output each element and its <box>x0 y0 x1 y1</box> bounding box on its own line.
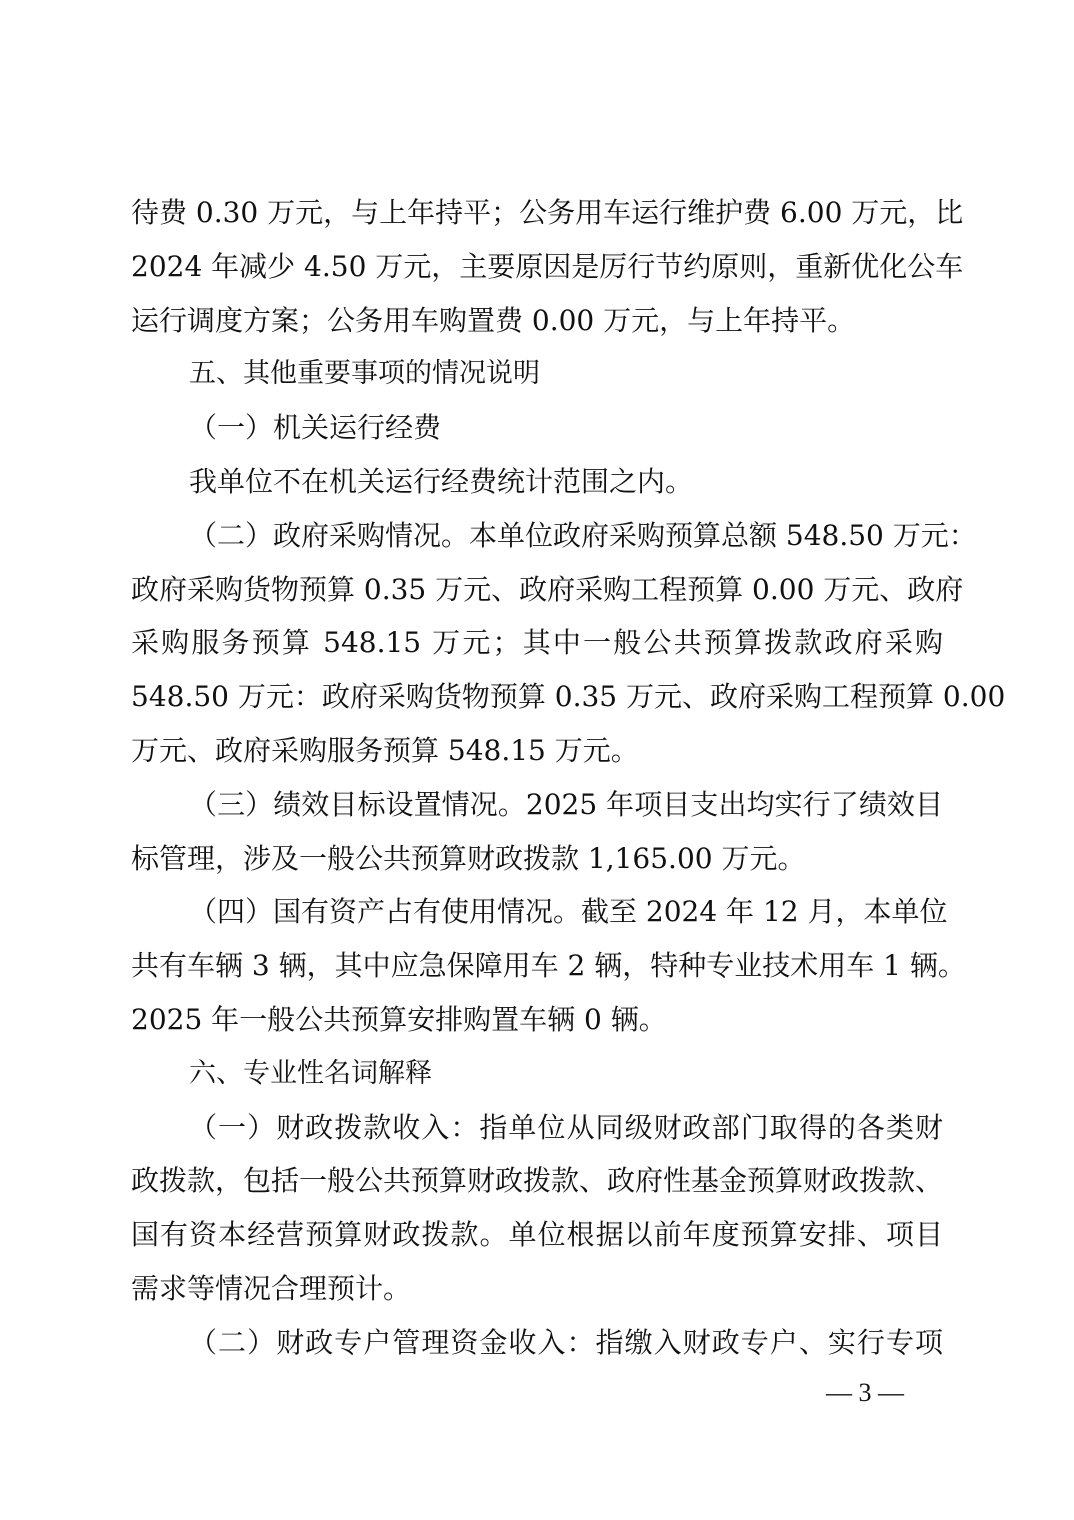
paragraph-line: （一）财政拨款收入：指单位从同级财政部门取得的各类财 <box>189 1110 943 1144</box>
paragraph-line: （三）绩效目标设置情况。2025 年项目支出均实行了绩效目 <box>189 787 943 821</box>
section-heading-six: 六、专业性名词解释 <box>189 1057 432 1089</box>
paragraph-line: 共有车辆 3 辆，其中应急保障用车 2 辆，特种专业技术用车 1 辆。 <box>131 949 966 983</box>
paragraph-line: 2024 年减少 4.50 万元，主要原因是厉行节约原则，重新优化公车 <box>131 249 964 283</box>
section-heading-five: 五、其他重要事项的情况说明 <box>189 358 540 390</box>
paragraph-line: 采购服务预算 548.15 万元；其中一般公共预算拨款政府采购 <box>131 626 943 660</box>
document-body <box>131 186 1006 1370</box>
paragraph-line: 国有资本经营预算财政拨款。单位根据以前年度预算安排、项目 <box>131 1218 943 1252</box>
subheading-operating-expenses: （一）机关运行经费 <box>189 411 442 445</box>
paragraph-line: 政府采购货物预算 0.35 万元、政府采购工程预算 0.00 万元、政府 <box>131 572 964 606</box>
paragraph-line: 待费 0.30 万元，与上年持平；公务用车运行维护费 6.00 万元，比 <box>131 196 964 229</box>
paragraph-line: 我单位不在机关运行经费统计范围之内。 <box>189 464 694 498</box>
paragraph-line: （二）政府采购情况。本单位政府采购预算总额 548.50 万元： <box>189 518 977 552</box>
paragraph-line: （二）财政专户管理资金收入：指缴入财政专户、实行专项 <box>189 1325 943 1359</box>
paragraph-line: （四）国有资产占有使用情况。截至 2024 年 12 月，本单位 <box>189 895 948 929</box>
paragraph-line: 运行调度方案；公务用车购置费 0.00 万元，与上年持平。 <box>131 303 856 337</box>
paragraph-line: 标管理，涉及一般公共预算财政拨款 1,165.00 万元。 <box>131 841 806 875</box>
paragraph-line: 政拨款，包括一般公共预算财政拨款、政府性基金预算财政拨款、 <box>131 1164 944 1198</box>
paragraph-line: 2025 年一般公共预算安排购置车辆 0 辆。 <box>131 1002 667 1036</box>
paragraph-line: 548.50 万元：政府采购货物预算 0.35 万元、政府采购工程预算 0.00 <box>131 680 1006 714</box>
paragraph-line: 需求等情况合理预计。 <box>131 1271 412 1305</box>
page-number: — 3 — <box>826 1378 904 1407</box>
paragraph-line: 万元、政府采购服务预算 548.15 万元。 <box>131 733 639 767</box>
